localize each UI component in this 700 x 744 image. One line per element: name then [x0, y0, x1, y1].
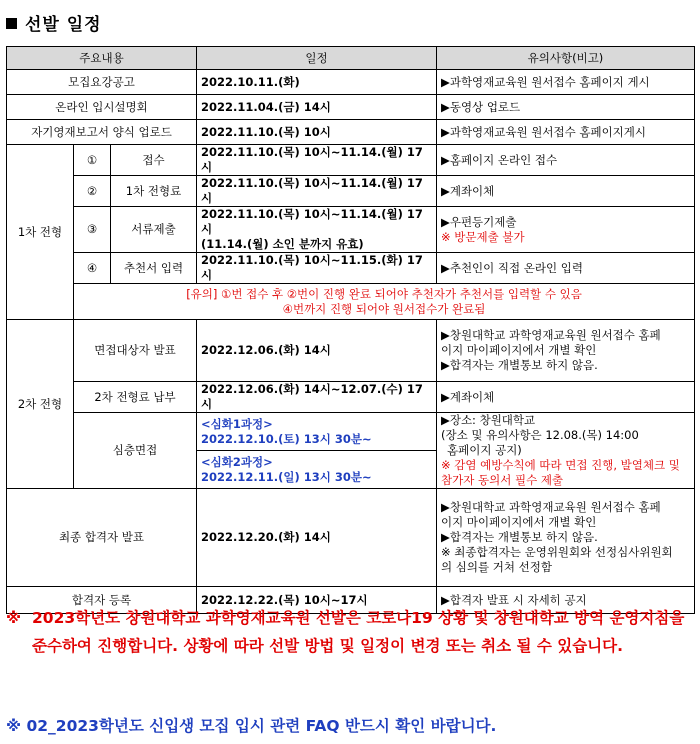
row-date: 2022.12.22.(목) 10시~17시 [197, 587, 437, 614]
table-row [7, 95, 695, 120]
section-title [6, 10, 102, 35]
stage1-caution [74, 284, 695, 320]
remark-line: (장소 및 유의사항은 12.08.(목) 14:00 [441, 428, 639, 442]
remark-line: ▶창원대학교 과학영재교육원 원서접수 홈페 [441, 328, 661, 342]
table-row [7, 382, 695, 413]
course-name: <심화1과정> [201, 416, 273, 431]
faq-notice: ※ 02_2023학년도 신입생 모집 입시 관련 FAQ 반드시 확인 바랍니다. [6, 717, 497, 735]
remark-line: 홈페이지 공지) [447, 443, 522, 457]
table-header [7, 47, 695, 70]
item-date [197, 207, 437, 253]
item-remark-warning: ※ 방문제출 불가 [441, 229, 525, 244]
remark-line: 의 심의를 거쳐 선정함 [441, 560, 552, 574]
remark-line: 이지 마이페이지에서 개별 확인 [441, 515, 597, 529]
covid-notice-text: 2023학년도 창원대학교 과학영재교육원 선발은 코로나19 상황 및 창원대학교 방역 운영지침을 준수하여 진행합니다. 상황에 따라 선발 방법 및 일정이 변경 또는 취소 될 수 있습니다. [32, 609, 685, 655]
item-label: 서류제출 [111, 207, 197, 253]
stage1-label: 1차 전형 [7, 145, 74, 320]
course1-date [197, 413, 437, 451]
remark-line: ▶장소: 창원대학교 [441, 413, 536, 427]
remark-warning: 참가자 동의서 필수 제출 [441, 473, 564, 487]
covid-notice [6, 604, 690, 660]
caution-line: ④번까지 진행 되어야 원서접수가 완료됨 [282, 301, 486, 316]
schedule-table [6, 46, 695, 614]
square-bullet-icon [6, 18, 17, 29]
row-label: 합격자 등록 [7, 587, 197, 614]
caution-line: [유의] ①번 접수 후 ②번이 진행 완료 되어야 추천자가 추천서를 입력할 수 있음 [186, 286, 582, 301]
row-label: 면접대상자 발표 [74, 320, 197, 382]
note-mark: ※ [6, 609, 22, 627]
item-number: ① [74, 145, 111, 176]
table-row [7, 70, 695, 95]
row-date: 2022.10.11.(화) [197, 70, 437, 95]
item-remark [437, 207, 695, 253]
stage2-label: 2차 전형 [7, 320, 74, 489]
remark-line: 이지 마이페이지에서 개별 확인 [441, 343, 597, 357]
course-name: <심화2과정> [201, 454, 273, 469]
item-date-line: 2022.11.10.(목) 10시~11.14.(월) 17시 [201, 207, 423, 236]
remark-line: ▶합격자는 개별통보 하지 않음. [441, 530, 598, 544]
table-row [7, 489, 695, 587]
row-label: 최종 합격자 발표 [7, 489, 197, 587]
item-remark: ▶추천인이 직접 온라인 입력 [437, 253, 695, 284]
row-remark [437, 413, 695, 489]
row-date: 2022.11.10.(목) 10시 [197, 120, 437, 145]
row-label: 심층면접 [74, 413, 197, 489]
course-date: 2022.12.10.(토) 13시 30분~ [201, 431, 372, 446]
row-label: 모집요강공고 [7, 70, 197, 95]
row-date: 2022.12.20.(화) 14시 [197, 489, 437, 587]
table-row [7, 207, 695, 253]
item-date: 2022.11.10.(목) 10시~11.14.(월) 17시 [197, 176, 437, 207]
row-date: 2022.11.04.(금) 14시 [197, 95, 437, 120]
item-label: 접수 [111, 145, 197, 176]
row-label: 자기영재보고서 양식 업로드 [7, 120, 197, 145]
row-label: 2차 전형료 납부 [74, 382, 197, 413]
header-remarks: 유의사항(비고) [437, 47, 695, 70]
item-number: ② [74, 176, 111, 207]
remark-line: ▶창원대학교 과학영재교육원 원서접수 홈페 [441, 500, 661, 514]
item-remark: ▶홈페이지 온라인 접수 [437, 145, 695, 176]
course-date: 2022.12.11.(일) 13시 30분~ [201, 469, 372, 484]
remark-warning: ※ 감염 예방수칙에 따라 면접 진행, 발열체크 및 [441, 458, 680, 472]
row-remark [437, 320, 695, 382]
item-label: 1차 전형료 [111, 176, 197, 207]
row-remark: ▶과학영재교육원 원서접수 홈페이지 게시 [437, 70, 695, 95]
table-row [7, 145, 695, 176]
table-row [7, 413, 695, 451]
remark-line: ※ 최종합격자는 운영위원회와 선정심사위원회 [441, 545, 673, 559]
table-row [7, 120, 695, 145]
item-date-line: (11.14.(월) 소인 분까지 유효) [201, 237, 364, 251]
table-row [7, 253, 695, 284]
header-schedule: 일정 [197, 47, 437, 70]
row-date: 2022.12.06.(화) 14시 [197, 320, 437, 382]
remark-line: ▶합격자는 개별통보 하지 않음. [441, 358, 598, 372]
row-remark: ▶동영상 업로드 [437, 95, 695, 120]
row-date: 2022.12.06.(화) 14시~12.07.(수) 17시 [197, 382, 437, 413]
header-content: 주요내용 [7, 47, 197, 70]
row-remark: ▶계좌이체 [437, 382, 695, 413]
section-title-text: 선발 일정 [25, 15, 102, 35]
item-number: ④ [74, 253, 111, 284]
item-remark: ▶계좌이체 [437, 176, 695, 207]
row-label: 온라인 입시설명회 [7, 95, 197, 120]
table-row [7, 284, 695, 320]
row-remark: ▶과학영재교육원 원서접수 홈페이지게시 [437, 120, 695, 145]
table-row [7, 320, 695, 382]
item-number: ③ [74, 207, 111, 253]
item-date: 2022.11.10.(목) 10시~11.15.(화) 17시 [197, 253, 437, 284]
item-date: 2022.11.10.(목) 10시~11.14.(월) 17시 [197, 145, 437, 176]
course2-date [197, 451, 437, 489]
row-remark: ▶합격자 발표 시 자세히 공지 [437, 587, 695, 614]
table-row [7, 176, 695, 207]
item-label: 추천서 입력 [111, 253, 197, 284]
row-remark [437, 489, 695, 587]
item-remark-line: ▶우편등기제출 [441, 214, 517, 229]
